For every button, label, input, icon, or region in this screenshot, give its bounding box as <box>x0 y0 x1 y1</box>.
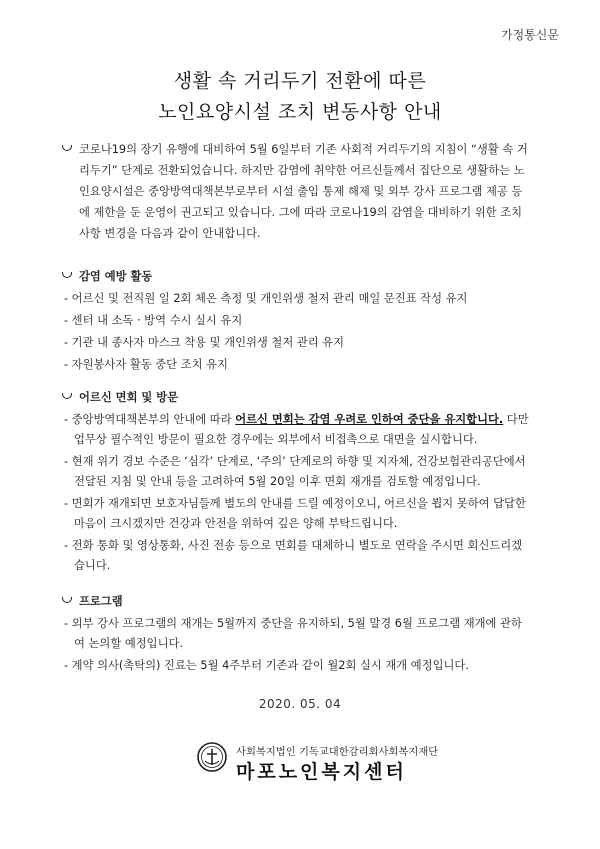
visit-suspension-notice: 어르신 면회는 감염 우려로 인하여 중단을 유지합니다. <box>235 413 504 426</box>
issue-date: 2020. 05. 04 <box>258 697 342 711</box>
org-name: 마포노인복지센터 <box>236 761 407 783</box>
list-item: - 전화 통화 및 영상통화, 사진 전송 등으로 면회를 대체하니 별도로 연락을 주시면 회신드리겠 <box>64 539 523 552</box>
list-item: - 계약 의사(촉탁의) 진료는 5월 4주부터 기존과 같이 월2회 실시 재개 예정입니다. <box>64 659 469 672</box>
title-line-1: 생활 속 거리두기 전환에 따른 <box>173 70 427 92</box>
list-item-continuation: 마음이 크시겠지만 건강과 안전을 위하여 깊은 양해 부탁드립니다. <box>74 517 398 530</box>
section-bullet-icon <box>62 272 72 278</box>
intro-line: 사항 변경을 다음과 같이 안내합니다. <box>79 227 261 240</box>
list-item: - 센터 내 소독 · 방역 수시 실시 유지 <box>64 314 243 327</box>
list-item-continuation: 여 논의할 예정입니다. <box>74 637 183 650</box>
list-item: - 현재 위기 경보 수준은 ‘심각’ 단계로, ‘주의’ 단계로의 하향 및 지자체, 건강보험관리공단에서 <box>64 455 526 468</box>
section-heading: 감염 예방 활동 <box>79 270 153 283</box>
list-item <box>64 411 529 427</box>
section-heading: 어르신 면회 및 방문 <box>79 391 179 404</box>
intro-line: 코로나19의 장기 유행에 대비하여 5월 6일부터 기존 사회적 거리두기의 지침이 “생활 속 거 <box>79 143 528 156</box>
list-item: - 면회가 재개되면 보호자님들께 별도의 안내를 드릴 예정이오니, 어르신을 뵙지 못하여 답답한 <box>64 497 526 510</box>
intro-line: 에 제한을 둔 운영이 권고되고 있습니다. 그에 따라 코로나19의 감염을 대비하기 위한 조치 <box>79 206 523 219</box>
section-bullet-icon <box>62 145 72 151</box>
intro-line: 리두기” 단계로 전환되었습니다. 하지만 감염에 취약한 어르신들께서 집단으로 생활하는 노 <box>79 164 525 177</box>
list-item: - 기관 내 종사자 마스크 착용 및 개인위생 철저 관리 유지 <box>64 336 345 349</box>
title-line-2: 노인요양시설 조치 변동사항 안내 <box>158 101 442 123</box>
list-item-continuation: 습니다. <box>74 559 111 572</box>
list-item: - 어르신 및 전직원 일 2회 체온 측정 및 개인위생 철저 관리 매일 문진표 작성 유지 <box>64 292 468 305</box>
visit-line-suffix: 다만 <box>503 413 529 426</box>
list-item-continuation: 전달된 지침 및 안내 등을 고려하여 5월 20일 이후 면회 재개를 검토할 예정입니다. <box>74 475 481 488</box>
org-parent-name: 사회복지법인 기독교대한감리회사회복지재단 <box>236 746 439 758</box>
list-item: - 외부 강사 프로그램의 재개는 5월까지 중단을 유지하되, 5월 말경 6월 프로그램 재개에 관하 <box>64 617 522 630</box>
section-bullet-icon <box>62 393 72 399</box>
visit-line-prefix: - 중앙방역대책본부의 안내에 따라 <box>64 413 236 426</box>
section-heading: 프로그램 <box>79 595 123 608</box>
list-item: - 자원봉사자 활동 중단 조치 유지 <box>64 358 228 371</box>
document-type-tag: 가정통신문 <box>501 28 559 42</box>
org-seal-icon <box>197 742 227 772</box>
list-item-continuation: 업무상 필수적인 방문이 필요한 경우에는 외부에서 비접촉으로 대면을 실시합니다. <box>74 433 478 446</box>
intro-line: 인요양시설은 중앙방역대책본부로부터 시설 출입 통제 해제 및 외부 강사 프로그램 제공 등 <box>79 185 523 198</box>
section-bullet-icon <box>62 597 72 603</box>
